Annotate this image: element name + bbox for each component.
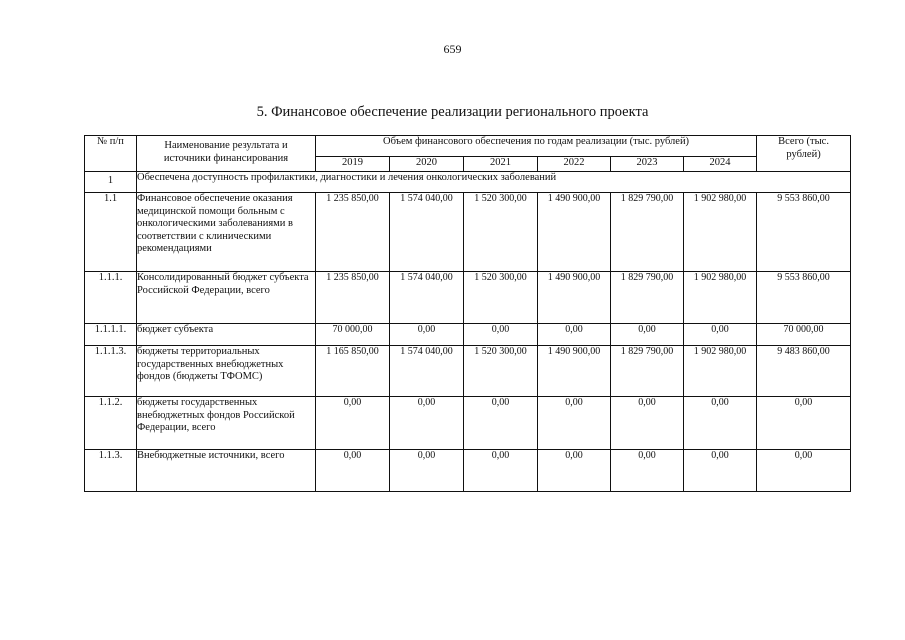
- value-cell: 1 520 300,00: [464, 193, 538, 272]
- value-cell: 1 902 980,00: [684, 272, 757, 324]
- table-row: [85, 397, 851, 450]
- section-title: 5. Финансовое обеспечение реализации регионального проекта: [256, 104, 649, 120]
- value-cell: 0,00: [684, 324, 757, 346]
- table-row: [85, 346, 851, 397]
- goal-num: 1: [85, 172, 137, 193]
- header-year: 2024: [684, 157, 757, 172]
- value-cell: 0,00: [611, 324, 684, 346]
- value-cell: 0,00: [390, 397, 464, 450]
- header-num: № п/п: [85, 136, 137, 172]
- value-cell: 1 902 980,00: [684, 346, 757, 397]
- value-cell: 0,00: [464, 324, 538, 346]
- row-name: Финансовое обеспечение оказания медицинской помощи больным с онкологическими заболеваниями в соответствии с клиническими рекомендациями: [137, 193, 316, 272]
- header-year: 2023: [611, 157, 684, 172]
- header-year: 2019: [316, 157, 390, 172]
- header-year: 2022: [538, 157, 611, 172]
- total-cell: 9 553 860,00: [757, 272, 851, 324]
- value-cell: 1 902 980,00: [684, 193, 757, 272]
- row-num: 1.1.1.3.: [85, 346, 137, 397]
- total-cell: 0,00: [757, 397, 851, 450]
- value-cell: 1 574 040,00: [390, 272, 464, 324]
- header-total: Всего (тыс. рублей): [757, 136, 851, 172]
- value-cell: 0,00: [538, 324, 611, 346]
- value-cell: 0,00: [684, 397, 757, 450]
- table-row: [85, 324, 851, 346]
- value-cell: 0,00: [611, 397, 684, 450]
- value-cell: 0,00: [464, 450, 538, 492]
- header-year: 2020: [390, 157, 464, 172]
- row-num: 1.1.2.: [85, 397, 137, 450]
- value-cell: 0,00: [611, 450, 684, 492]
- row-name: бюджеты территориальных государственных внебюджетных фондов (бюджеты ТФОМС): [137, 346, 316, 397]
- value-cell: 1 490 900,00: [538, 272, 611, 324]
- value-cell: 1 490 900,00: [538, 193, 611, 272]
- value-cell: 1 829 790,00: [611, 272, 684, 324]
- row-name: бюджет субъекта: [137, 324, 316, 346]
- value-cell: 0,00: [390, 450, 464, 492]
- total-cell: 70 000,00: [757, 324, 851, 346]
- value-cell: 0,00: [316, 397, 390, 450]
- total-cell: 9 483 860,00: [757, 346, 851, 397]
- table-row: [85, 193, 851, 272]
- value-cell: 0,00: [316, 450, 390, 492]
- row-name: бюджеты государственных внебюджетных фондов Российской Федерации, всего: [137, 397, 316, 450]
- financing-table: [84, 135, 851, 492]
- value-cell: 1 520 300,00: [464, 346, 538, 397]
- value-cell: 1 520 300,00: [464, 272, 538, 324]
- value-cell: 0,00: [538, 450, 611, 492]
- goal-row: [85, 172, 851, 193]
- total-cell: 9 553 860,00: [757, 193, 851, 272]
- value-cell: 1 574 040,00: [390, 346, 464, 397]
- value-cell: 1 574 040,00: [390, 193, 464, 272]
- row-name: Консолидированный бюджет субъекта Российской Федерации, всего: [137, 272, 316, 324]
- header-volume: Объем финансового обеспечения по годам реализации (тыс. рублей): [316, 136, 757, 157]
- value-cell: 1 829 790,00: [611, 193, 684, 272]
- header-year: 2021: [464, 157, 538, 172]
- row-num: 1.1.1.: [85, 272, 137, 324]
- table-row: [85, 450, 851, 492]
- value-cell: 1 235 850,00: [316, 272, 390, 324]
- table-row: [85, 272, 851, 324]
- value-cell: 0,00: [464, 397, 538, 450]
- page-number: 659: [443, 42, 462, 56]
- value-cell: 70 000,00: [316, 324, 390, 346]
- row-num: 1.1.1.1.: [85, 324, 137, 346]
- value-cell: 1 490 900,00: [538, 346, 611, 397]
- value-cell: 0,00: [390, 324, 464, 346]
- value-cell: 1 165 850,00: [316, 346, 390, 397]
- row-num: 1.1: [85, 193, 137, 272]
- value-cell: 0,00: [538, 397, 611, 450]
- value-cell: 1 829 790,00: [611, 346, 684, 397]
- header-name: Наименование результата и источники финансирования: [137, 136, 316, 172]
- total-cell: 0,00: [757, 450, 851, 492]
- goal-text: Обеспечена доступность профилактики, диагностики и лечения онкологических заболеваний: [137, 172, 851, 193]
- value-cell: 0,00: [684, 450, 757, 492]
- row-name: Внебюджетные источники, всего: [137, 450, 316, 492]
- value-cell: 1 235 850,00: [316, 193, 390, 272]
- row-num: 1.1.3.: [85, 450, 137, 492]
